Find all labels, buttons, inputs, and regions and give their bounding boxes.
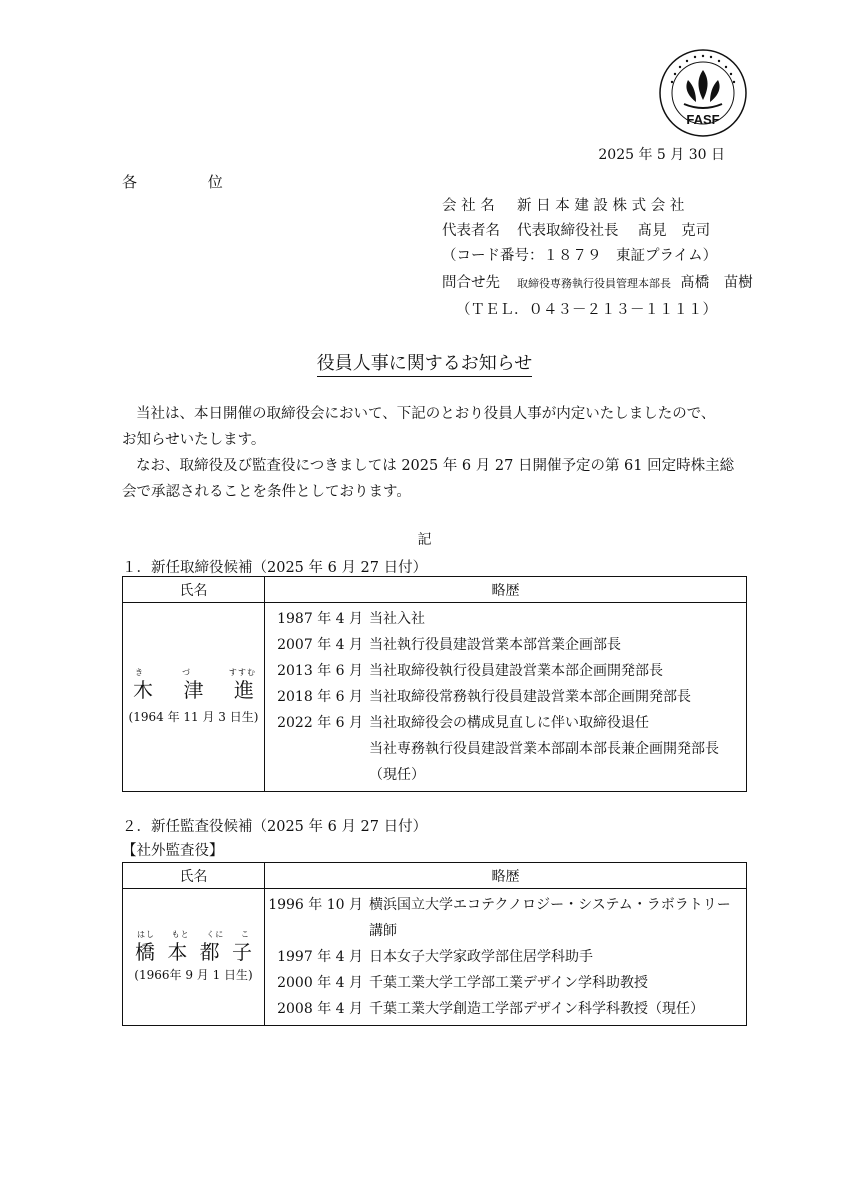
- history-row: [265, 606, 746, 632]
- birth-date: (1966年 9 月 1 日生): [134, 968, 253, 982]
- contact-label: 問合せ先: [442, 275, 500, 291]
- history-row: [265, 684, 746, 710]
- history-year: 1996 年 10 月: [268, 897, 363, 913]
- history-year: 2000 年 4 月: [277, 975, 363, 991]
- history-year: 2013 年 6 月: [277, 663, 363, 679]
- history-event: 当社執行役員建設営業本部営業企画部長: [369, 637, 621, 653]
- history-event: 横浜国立大学エコテクノロジー・システム・ラボラトリー: [369, 897, 731, 913]
- history-event: （現任）: [369, 767, 425, 783]
- history-row: [265, 944, 746, 970]
- candidate-name-cell: [123, 889, 265, 1026]
- col-name-header: 氏名: [123, 863, 265, 889]
- sender-company: [442, 196, 684, 216]
- body-paragraph-1-line-1: 当社は、本日開催の取締役会において、下記のとおり役員人事が内定いたしましたので、: [136, 406, 716, 422]
- section-2-subheading: 【社外監査役】: [122, 843, 224, 859]
- candidate-name: 橋 本 都 子: [135, 940, 252, 964]
- history-year: 2018 年 6 月: [277, 689, 363, 705]
- history-row: [265, 762, 746, 788]
- history-row: [265, 918, 746, 944]
- history-cell: [265, 889, 747, 1026]
- sender-representative: [442, 221, 710, 241]
- history-year: [265, 736, 369, 762]
- contact-title: 取締役専務執行役員管理本部長: [517, 277, 671, 290]
- rep-label: 代表者名: [442, 223, 500, 239]
- contact-name: 髙橋 苗樹: [680, 275, 753, 291]
- sender-tel: （ＴＥＬ．０４３－２１３－１１１１）: [456, 302, 717, 318]
- history-row: [265, 632, 746, 658]
- name-ruby: き づ すすむ: [135, 668, 256, 677]
- history-year: [265, 762, 369, 788]
- history-event: 当社専務執行役員建設営業本部副本部長兼企画開発部長: [369, 741, 719, 757]
- history-row: [265, 970, 746, 996]
- body-paragraph-1-line-2: お知らせいたします。: [122, 432, 266, 448]
- recipient: 各 位: [122, 173, 256, 191]
- rep-name: 代表取締役社長 髙見 克司: [517, 223, 711, 239]
- history-year: [265, 918, 369, 944]
- history-year: 2007 年 4 月: [277, 637, 363, 653]
- release-date: 2025 年 5 月 30 日: [598, 147, 725, 163]
- history-event: 当社取締役会の構成見直しに伴い取締役退任: [369, 715, 649, 731]
- candidate-name-cell: [123, 603, 265, 792]
- svg-text:FASF: FASF: [686, 112, 720, 127]
- sender-contact: [442, 273, 753, 294]
- history-event: 日本女子大学家政学部住居学科助手: [369, 949, 593, 965]
- history-row: [265, 892, 746, 918]
- sender-code: （コード番号：１８７９ 東証プライム）: [442, 248, 718, 264]
- notes-marker: 記: [417, 532, 432, 548]
- history-event: 当社取締役常務執行役員建設営業本部企画開発部長: [369, 689, 691, 705]
- history-year: 2008 年 4 月: [277, 1001, 363, 1017]
- company-name: 新 日 本 建 設 株 式 会 社: [517, 198, 685, 214]
- name-ruby: はし もと くに こ: [137, 930, 250, 939]
- col-history-header: 略歴: [265, 577, 747, 603]
- history-year: 1997 年 4 月: [277, 949, 363, 965]
- history-year: 1987 年 4 月: [277, 611, 363, 627]
- auditor-candidate-table: [122, 862, 747, 1026]
- page-title: 役員人事に関するお知らせ: [0, 349, 849, 375]
- company-label: 会 社 名: [442, 198, 495, 214]
- history-event: 講師: [369, 923, 397, 939]
- history-year: 2022 年 6 月: [277, 715, 363, 731]
- history-row: [265, 658, 746, 684]
- section-2-heading: ２．新任監査役候補（2025 年 6 月 27 日付）: [122, 819, 428, 835]
- history-event: 千葉工業大学工学部工業デザイン学科助教授: [369, 975, 649, 991]
- candidate-name: 木 津 進: [133, 678, 254, 702]
- history-row: [265, 736, 746, 762]
- col-name-header: 氏名: [123, 577, 265, 603]
- body-paragraph-2-line-2: 会で承認されることを条件としております。: [122, 484, 411, 500]
- history-row: [265, 710, 746, 736]
- birth-date: (1964 年 11 月 3 日生): [128, 710, 259, 724]
- director-candidate-table: [122, 576, 747, 792]
- body-paragraph-2-line-1: なお、取締役及び監査役につきましては 2025 年 6 月 27 日開催予定の第 61 回定時株主総: [136, 458, 735, 474]
- history-event: 千葉工業大学創造工学部デザイン科学科教授（現任）: [369, 1001, 705, 1017]
- history-cell: [265, 603, 747, 792]
- col-history-header: 略歴: [265, 863, 747, 889]
- history-event: 当社入社: [369, 611, 425, 627]
- fasf-logo: [658, 48, 748, 138]
- history-event: 当社取締役執行役員建設営業本部企画開発部長: [369, 663, 663, 679]
- history-row: [265, 996, 746, 1022]
- section-1-heading: １．新任取締役候補（2025 年 6 月 27 日付）: [122, 560, 428, 576]
